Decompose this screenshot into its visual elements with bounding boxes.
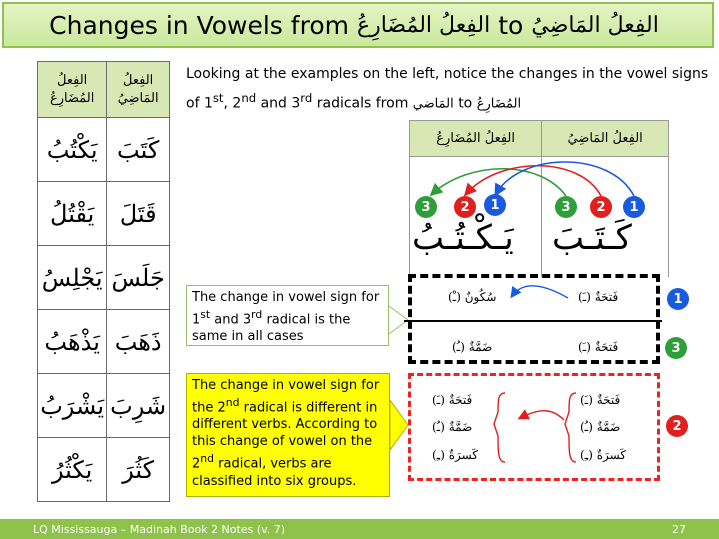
rule2-mudari-kasra: كَسرَةٌ (ـِ) [432, 448, 479, 462]
mudari-cell: يَجْلِسُ [38, 246, 107, 310]
note-radicals-same: The change in vowel sign for 1st and 3rd radical is the same in all cases [186, 285, 389, 346]
circle-2-mudari: 2 [454, 196, 476, 218]
callout2-pointer [390, 400, 408, 450]
example-mudari-word: يَـكْـتُـبُ [412, 218, 514, 258]
madi-cell: كَثُرَ [107, 438, 170, 502]
header-mudari: الفِعلُ المُضَارِعُ [38, 62, 107, 118]
circle-1-madi: 1 [623, 196, 645, 218]
rule3-mudari: ضَمَّةٌ (ـُ) [452, 340, 493, 354]
mudari-cell: يَقْتُلُ [38, 182, 107, 246]
mudari-cell: يَشْرَبُ [38, 374, 107, 438]
footer [0, 519, 719, 539]
title-arabic-madi: الفِعلُ المَاضِيُ [531, 12, 659, 38]
rule1-madi: فَتحَةٌ (ـَ) [578, 290, 619, 304]
madi-cell: قَتَلَ [107, 182, 170, 246]
note-second-radical: The change in vowel sign for the 2nd radical is different in different verbs. According to this change of vowel on the 2nd radical, verbs are classified into six groups. [186, 373, 390, 497]
title-arabic-mudari: الفِعلُ المُضَارِعُ [356, 12, 491, 38]
rule2-mudari-fatha: فَتحَةٌ (ـَ) [432, 393, 473, 407]
rule2-madi-kasra: كَسرَةٌ (ـِ) [580, 448, 627, 462]
header-madi: الفِعلُ المَاضِيُ [107, 62, 170, 118]
footer-title: LQ Mississauga – Madinah Book 2 Notes (v. 7) [33, 522, 286, 536]
rule1-mudari: سُكُونٌ (ـْ) [448, 290, 497, 304]
intro-text: Looking at the examples on the left, notice the changes in the vowel signs of 1st, 2nd and 3rd radicals from المَاضي to المُضَارِعُ [186, 66, 709, 112]
circle-1-mudari: 1 [484, 194, 506, 216]
page-number: 27 [672, 522, 686, 536]
rule-box-1-3 [408, 274, 660, 364]
title-text: Changes in Vowels from [49, 10, 349, 40]
circle-2-madi: 2 [590, 196, 612, 218]
rule2-circle: 2 [666, 415, 688, 437]
rule2-mudari-damma: ضَمَّةٌ (ـُ) [432, 420, 473, 434]
rule2-madi-damma: ضَمَّةٌ (ـُ) [580, 420, 621, 434]
example-header-madi: الفِعلُ المَاضِيُ [542, 121, 669, 157]
example-header-mudari: الفِعلُ المُضَارِعُ [410, 121, 542, 157]
mudari-cell: يَذْهَبُ [38, 310, 107, 374]
example-madi-word: كَـتَـبَ [552, 218, 632, 258]
rule3-circle: 3 [665, 337, 687, 359]
rule2-madi-fatha: فَتحَةٌ (ـَ) [580, 393, 621, 407]
rule1-circle: 1 [667, 288, 689, 310]
mudari-cell: يَكْتُبُ [38, 118, 107, 182]
rule3-madi: فَتحَةٌ (ـَ) [578, 340, 619, 354]
title-to: to [498, 10, 524, 40]
madi-cell: ذَهَبَ [107, 310, 170, 374]
circle-3-mudari: 3 [415, 196, 437, 218]
madi-cell: جَلَسَ [107, 246, 170, 310]
madi-cell: شَرِبَ [107, 374, 170, 438]
circle-3-madi: 3 [555, 196, 577, 218]
rule-separator [404, 320, 662, 322]
mudari-cell: يَكْثُرُ [38, 438, 107, 502]
madi-cell: كَتَبَ [107, 118, 170, 182]
